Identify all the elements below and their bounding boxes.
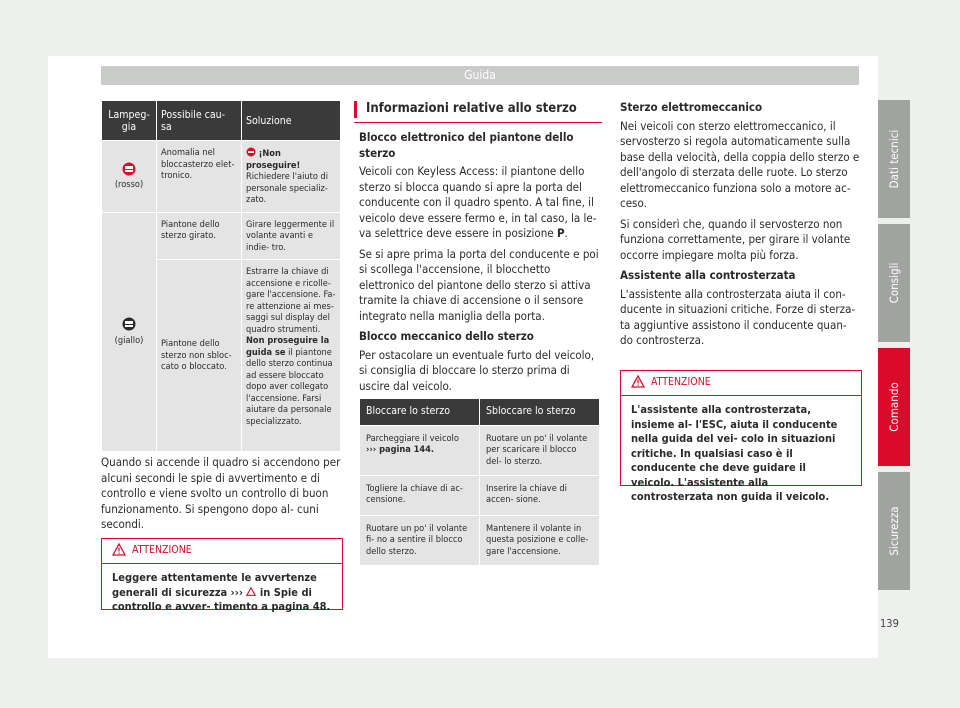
steering-lock-red-icon — [122, 162, 136, 176]
tab-consigli[interactable] — [878, 224, 910, 342]
lamp-cell — [102, 141, 157, 213]
section-title: Informazioni relative allo sterzo — [366, 101, 577, 116]
table-cell: Ruotare un po' il volante per scaricare il blocco del- lo sterzo. — [480, 425, 600, 475]
cause-cell: Anomalia nel bloccasterzo elet- tronico. — [157, 141, 242, 213]
tab-comando[interactable] — [878, 348, 910, 466]
solution-text: il piantone dello sterzo continua ad essere bloccato dopo aver collegato l'accensione. Farsi aiutare da personale specializzato. — [246, 346, 333, 427]
header-cause: Possibile cau- sa — [157, 101, 242, 141]
table-cell: Ruotare un po' il volante fi- no a sentire il blocco dello sterzo. — [360, 515, 480, 565]
table-cell: Mantenere il volante in questa posizione e colle- gare l'accensione. — [480, 515, 600, 565]
solution-cell — [242, 141, 341, 213]
lamp-color-label: (rosso) — [114, 179, 144, 191]
solution-text: Richiedere l'aiuto di personale specializ- zato. — [246, 171, 329, 205]
warning-title: ATTENZIONE — [132, 544, 192, 556]
table-row — [102, 141, 341, 213]
warning-body — [102, 564, 342, 622]
col1-paragraph — [101, 455, 341, 533]
stop-icon — [246, 147, 256, 157]
lamp-color-label: (giallo) — [114, 334, 144, 346]
col2-text — [359, 130, 602, 394]
table-cell: Togliere la chiave di ac- censione. — [360, 475, 480, 515]
cause-cell: Piantone dello sterzo girato. — [157, 212, 242, 260]
header-lock: Bloccare lo sterzo — [360, 399, 480, 426]
cause-cell: Piantone dello sterzo non sbloc- cato o bloccato. — [157, 260, 242, 452]
table-row — [360, 425, 600, 475]
tab-label: Comando — [887, 382, 901, 432]
paragraph: Si considerì che, quando il servosterzo non funziona correttamente, per girare il volante occorre impiegare molta più forza. — [620, 216, 851, 262]
page-header: Guida — [101, 66, 859, 85]
paragraph: Veicoli con Keyless Access: il piantone dello sterzo si blocca quando si apre la porta del conducente con il quadro spento. A tal fine, il veicolo deve essere fermo e, in tal caso, la le- va selettrice deve essere in posizione P. — [359, 164, 597, 240]
intro-paragraph: Quando si accende il quadro si accendono per alcuni secondi le spie di avvertimento e di controllo e viene svolto un controllo di buon funzionamento. Si spengono dopo al- cuni secondi. — [101, 455, 341, 531]
paragraph: L'assistente alla controsterzata aiuta il con- ducente in situazioni critiche. Forze di sterza- ta aggiuntive assistono il conducente quan- do controsterza. — [620, 286, 856, 347]
warning-body: L'assistente alla controsterzata, insieme al- l'ESC, aiuta il conducente nella guida del vei- colo in situazioni critiche. In qualsiasi caso è il conducente che deve guidare il veicolo. L'assistente alla controsterzata non guida il veicolo. — [631, 403, 838, 503]
page-number: 139 — [880, 617, 899, 630]
warning-box-2 — [620, 370, 862, 503]
tab-label: Sicurezza — [887, 506, 901, 556]
section-title-marker — [354, 101, 357, 118]
warning-triangle-icon — [246, 587, 256, 596]
table-row — [102, 212, 341, 260]
table-row — [360, 475, 600, 515]
warning-header — [102, 539, 342, 564]
table-cell: Inserire la chiave di accen- sione. — [480, 475, 600, 515]
subheading: Sterzo elettromeccanico — [620, 100, 763, 114]
tab-dati-tecnici[interactable] — [878, 100, 910, 218]
paragraph: Se si apre prima la porta del conducente e poi si scollega l'accensione, il blocchetto elettronico del piantone dello sterzo si attiva tramite la chiave di accensione o il sensore integrato nella maniglia della porta. — [359, 246, 599, 323]
warning-header — [621, 371, 861, 396]
solution-cell — [242, 260, 341, 452]
subheading: Blocco meccanico dello sterzo — [359, 329, 534, 343]
col3-text — [620, 100, 860, 349]
page-link[interactable]: ››› pagina 144. — [366, 444, 435, 455]
gear-position: P — [556, 226, 565, 240]
subheading: Assistente alla controsterzata — [620, 268, 796, 282]
solution-bold: ¡Non proseguire! — [246, 148, 301, 171]
solution-text: Estrarre la chiave di accensione e ricolle- gare l'accensione. Fa- re attenzione ai mes- saggi sul display del quadro strumenti. — [246, 266, 336, 335]
table-cell — [360, 425, 480, 475]
warning-text: Leggere attentamente le avvertenze generali di sicurezza ››› — [112, 571, 317, 599]
warning-box-1 — [101, 538, 343, 613]
solution-bold: Non proseguire la guida se — [246, 335, 330, 358]
paragraph: Nei veicoli con sterzo elettromeccanico, il servosterzo si regola automaticamente sulla base della velocità, della coppia dello sterzo e dell'angolo di sterzata delle ruote. Lo sterzo elettromeccanico funziona solo a motore ac- ceso. — [620, 118, 860, 210]
warning-title: ATTENZIONE — [651, 376, 711, 388]
warning-triangle-icon — [112, 543, 126, 556]
paragraph: Per ostacolare un eventuale furto del veicolo, si consiglia di bloccare lo sterzo prima di uscire dal veicolo. — [359, 347, 595, 393]
table-row — [360, 515, 600, 565]
steering-lock-table — [359, 398, 600, 566]
header-solution: Soluzione — [242, 101, 341, 141]
section-title-box — [354, 100, 602, 123]
tab-label: Dati tecnici — [887, 129, 901, 189]
header-unlock: Sbloccare lo sterzo — [480, 399, 600, 426]
warning-lamp-table — [101, 100, 341, 452]
tab-label: Consigli — [887, 262, 901, 304]
warning-text: in Spie di controllo e avver- timento a pagina 48. — [112, 585, 331, 613]
lamp-cell — [102, 212, 157, 452]
subheading: Blocco elettronico del piantone dello sterzo — [359, 130, 574, 160]
tab-sicurezza[interactable] — [878, 472, 910, 590]
steering-lock-yellow-icon — [122, 317, 136, 331]
cell-text: Parcheggiare il veicolo — [366, 432, 459, 444]
header-lamp: Lampeg- gia — [102, 101, 157, 141]
solution-cell: Girare leggermente il volante avanti e indie- tro. — [242, 212, 341, 260]
paragraph-text: Veicoli con Keyless Access: il piantone dello sterzo si blocca quando si apre la porta del conducente con il quadro spento. A tal fine, il veicolo deve essere fermo e, in tal caso, la le- va selettrice deve essere in posizione — [359, 164, 597, 240]
warning-triangle-icon — [631, 375, 645, 388]
